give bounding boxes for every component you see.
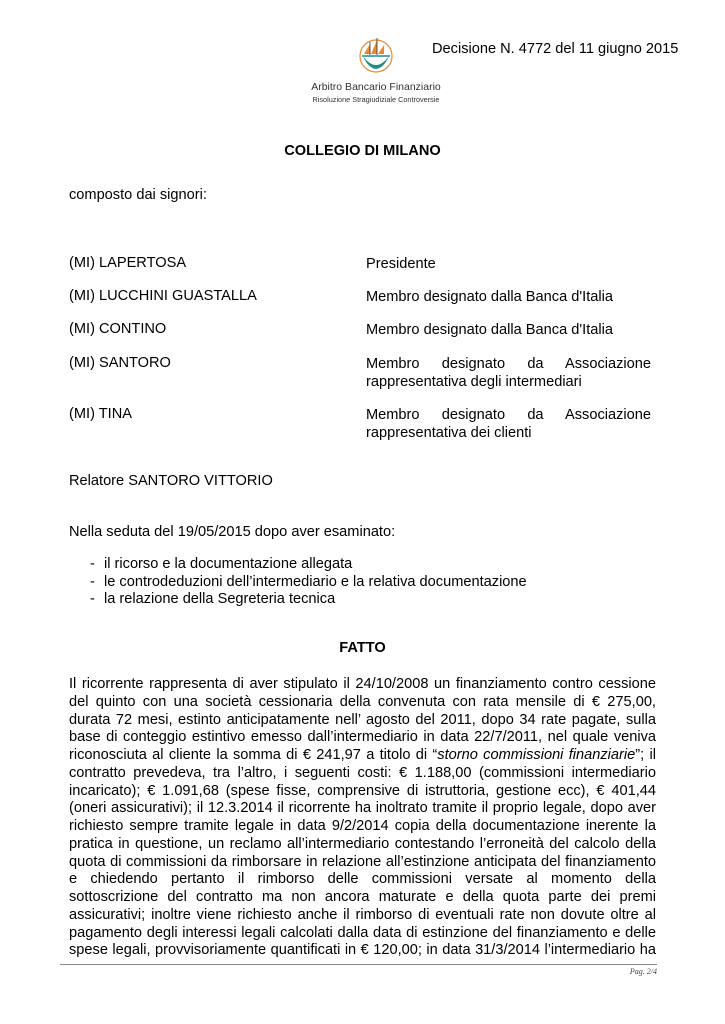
list-item: - il ricorso e la documentazione allegata bbox=[90, 556, 353, 572]
member-name: (MI) TINA bbox=[69, 406, 132, 422]
relatore: Relatore SANTORO VITTORIO bbox=[69, 473, 273, 489]
member-name: (MI) LAPERTOSA bbox=[69, 255, 187, 271]
member-role: Membro designato da Associazione bbox=[366, 356, 651, 372]
section-title-fatto: FATTO bbox=[339, 640, 386, 656]
college-title: COLLEGIO DI MILANO bbox=[284, 143, 441, 159]
text-line: durata 72 mesi, estinto anticipatamente nell’ agosto del 2011, dopo 34 rate pagate, sulla bbox=[69, 711, 656, 728]
logo-name: Arbitro Bancario Finanziario bbox=[311, 81, 441, 93]
member-role: Membro designato dalla Banca d'Italia bbox=[366, 322, 613, 338]
text-line: pratica in questione, un reclamo all’intermediario contestando l’erroneità del calcolo della bbox=[69, 835, 656, 852]
text-line: riconosciuta al cliente la somma di € 241,97 a titolo di “storno commissioni finanziarie”; il bbox=[69, 747, 656, 763]
text-line: assicurativi; inoltre viene richiesto anche il rimborso di eventuali rate non dovute oltre al bbox=[69, 906, 656, 923]
list-item: - le controdeduzioni dell’intermediario e la relativa documentazione bbox=[90, 573, 527, 590]
member-role-cont: rappresentativa degli intermediari bbox=[366, 374, 582, 390]
text-line: pagamento degli interessi legali calcolati dalla data di estinzione del finanziamento e delle bbox=[69, 924, 656, 941]
member-role: Membro designato da Associazione bbox=[366, 407, 651, 423]
page-number: Pag. 2/4 bbox=[629, 967, 657, 976]
text-line: richiesto sempre tramite legale in data 9/2/2014 copia della documentazione inerente la bbox=[69, 818, 656, 834]
member-name: (MI) CONTINO bbox=[69, 321, 167, 337]
logo-subtitle: Risoluzione Stragiudiziale Controversie bbox=[312, 95, 440, 104]
text-line: del quinto con una società cessionaria della convenuta con rata mensile di € 275,00, bbox=[69, 693, 656, 710]
member-role: Membro designato dalla Banca d'Italia bbox=[366, 289, 613, 305]
text-line: contratto prevedeva, tra l’altro, i seguenti costi: € 1.188,00 (commissioni intermediario bbox=[69, 764, 656, 781]
text-line: base di conteggio estintivo emesso dall’intermediario in data 22/7/2011, nel quale veniva bbox=[69, 729, 656, 746]
member-name: (MI) LUCCHINI GUASTALLA bbox=[69, 288, 257, 304]
member-role-cont: rappresentativa dei clienti bbox=[366, 425, 532, 441]
text-line: Il ricorrente rappresenta di aver stipulato il 24/10/2008 un finanziamento contro cessione bbox=[69, 676, 656, 692]
text-line: quota di commissioni da rimborsare in relazione all’estinzione anticipata del finanziamento bbox=[69, 853, 656, 870]
text-line: spese legali, provvisoriamente quantificati in € 120,00; in data 31/3/2014 l’intermediario ha bbox=[69, 942, 656, 959]
composed-intro: composto dai signori: bbox=[69, 187, 207, 203]
decision-number: Decisione N. 4772 del 11 giugno 2015 bbox=[432, 41, 679, 57]
text-line: e chiedendo pertanto il rimborso delle commissioni versate al momento della bbox=[69, 871, 656, 888]
fatto-body bbox=[69, 676, 656, 960]
text-line: incaricato); € 1.091,68 (spese fisse, comprensive di istruttoria, gestione ecc), € 401,44 bbox=[69, 782, 656, 799]
member-role: Presidente bbox=[366, 256, 436, 272]
text-line: sottoscrizione del contratto ma non ancora maturate e della quota parte dei premi bbox=[69, 889, 656, 905]
text-line: (oneri assicurativi); il 12.3.2014 il ricorrente ha inoltrato tramite il proprio legale, dopo aver bbox=[69, 800, 656, 817]
member-name: (MI) SANTORO bbox=[69, 355, 171, 371]
list-item: - la relazione della Segreteria tecnica bbox=[90, 591, 336, 608]
footer-divider bbox=[60, 964, 657, 965]
examined-list bbox=[90, 556, 527, 609]
seduta-intro: Nella seduta del 19/05/2015 dopo aver esaminato: bbox=[69, 524, 396, 540]
